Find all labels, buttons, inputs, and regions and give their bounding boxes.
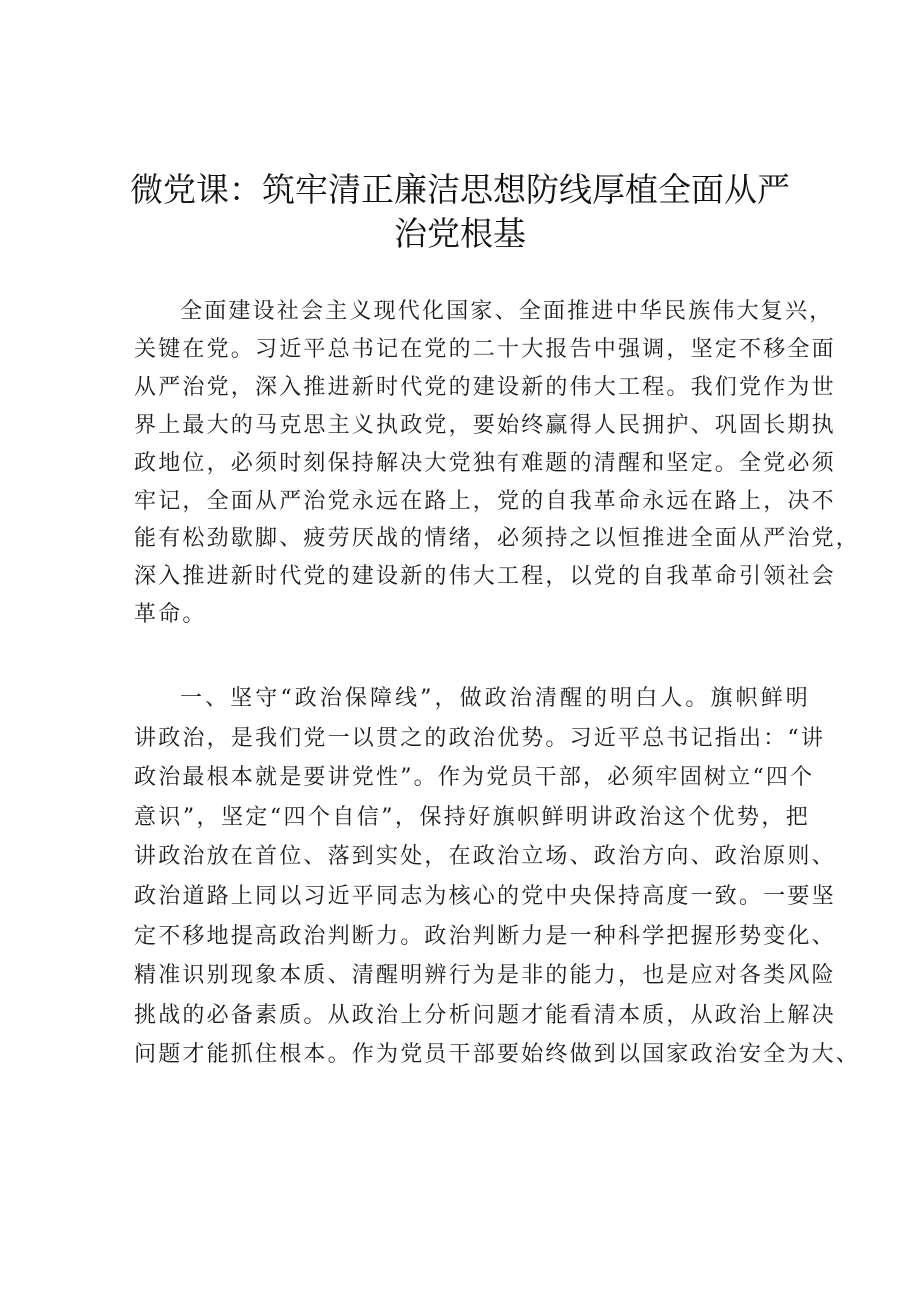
text-line: 问题才能抓住根本。作为党员干部要始终做到以国家政治安全为大、 <box>134 1042 861 1068</box>
title-line: 治党根基 <box>394 214 526 253</box>
text-line: 关键在党。习近平总书记在党的二十大报告中强调，坚定不移全面 <box>134 336 836 362</box>
paragraph-section-one <box>134 679 861 1075</box>
paragraph-intro <box>134 293 861 634</box>
text-line: 挑战的必备素质。从政治上分析问题才能看清本质，从政治上解决 <box>134 1002 836 1028</box>
text-line: 牢记，全面从严治党永远在路上，党的自我革命永远在路上，决不 <box>134 488 836 514</box>
text-line: 政治道路上同以习近平同志为核心的党中央保持高度一致。一要坚 <box>134 883 836 909</box>
text-line: 意识”，坚定“四个自信”，保持好旗帜鲜明讲政治这个优势，把 <box>134 804 810 830</box>
text-line: 能有松劲歇脚、疲劳厌战的情绪，必须持之以恒推进全面从严治党， <box>134 526 861 552</box>
text-line: 精准识别现象本质、清醒明辨行为是非的能力，也是应对各类风险 <box>134 963 836 989</box>
text-line: 革命。 <box>134 602 207 628</box>
text-line: 全面建设社会主义现代化国家、全面推进中华民族伟大复兴， <box>180 299 834 324</box>
text-line: 政地位，必须时刻保持解决大党独有难题的清醒和坚定。全党必须 <box>134 450 836 476</box>
document-title <box>120 168 800 256</box>
text-line: 从严治党，深入推进新时代党的建设新的伟大工程。我们党作为世 <box>134 374 836 400</box>
text-line: 讲政治放在首位、落到实处，在政治立场、政治方向、政治原则、 <box>134 844 836 870</box>
text-line: 一、坚守“政治保障线”，做政治清醒的明白人。旗帜鲜明 <box>180 686 810 711</box>
text-line: 深入推进新时代党的建设新的伟大工程，以党的自我革命引领社会 <box>134 564 836 590</box>
text-line: 定不移地提高政治判断力。政治判断力是一种科学把握形势变化、 <box>134 923 836 949</box>
text-line: 政治最根本就是要讲党性”。作为党员干部，必须牢固树立“四个 <box>134 765 815 791</box>
title-line: 微党课：筑牢清正廉洁思想防线厚植全面从严 <box>130 170 790 209</box>
text-line: 界上最大的马克思主义执政党，要始终赢得人民拥护、巩固长期执 <box>134 412 836 438</box>
text-line: 讲政治，是我们党一以贯之的政治优势。习近平总书记指出：“讲 <box>134 725 826 751</box>
